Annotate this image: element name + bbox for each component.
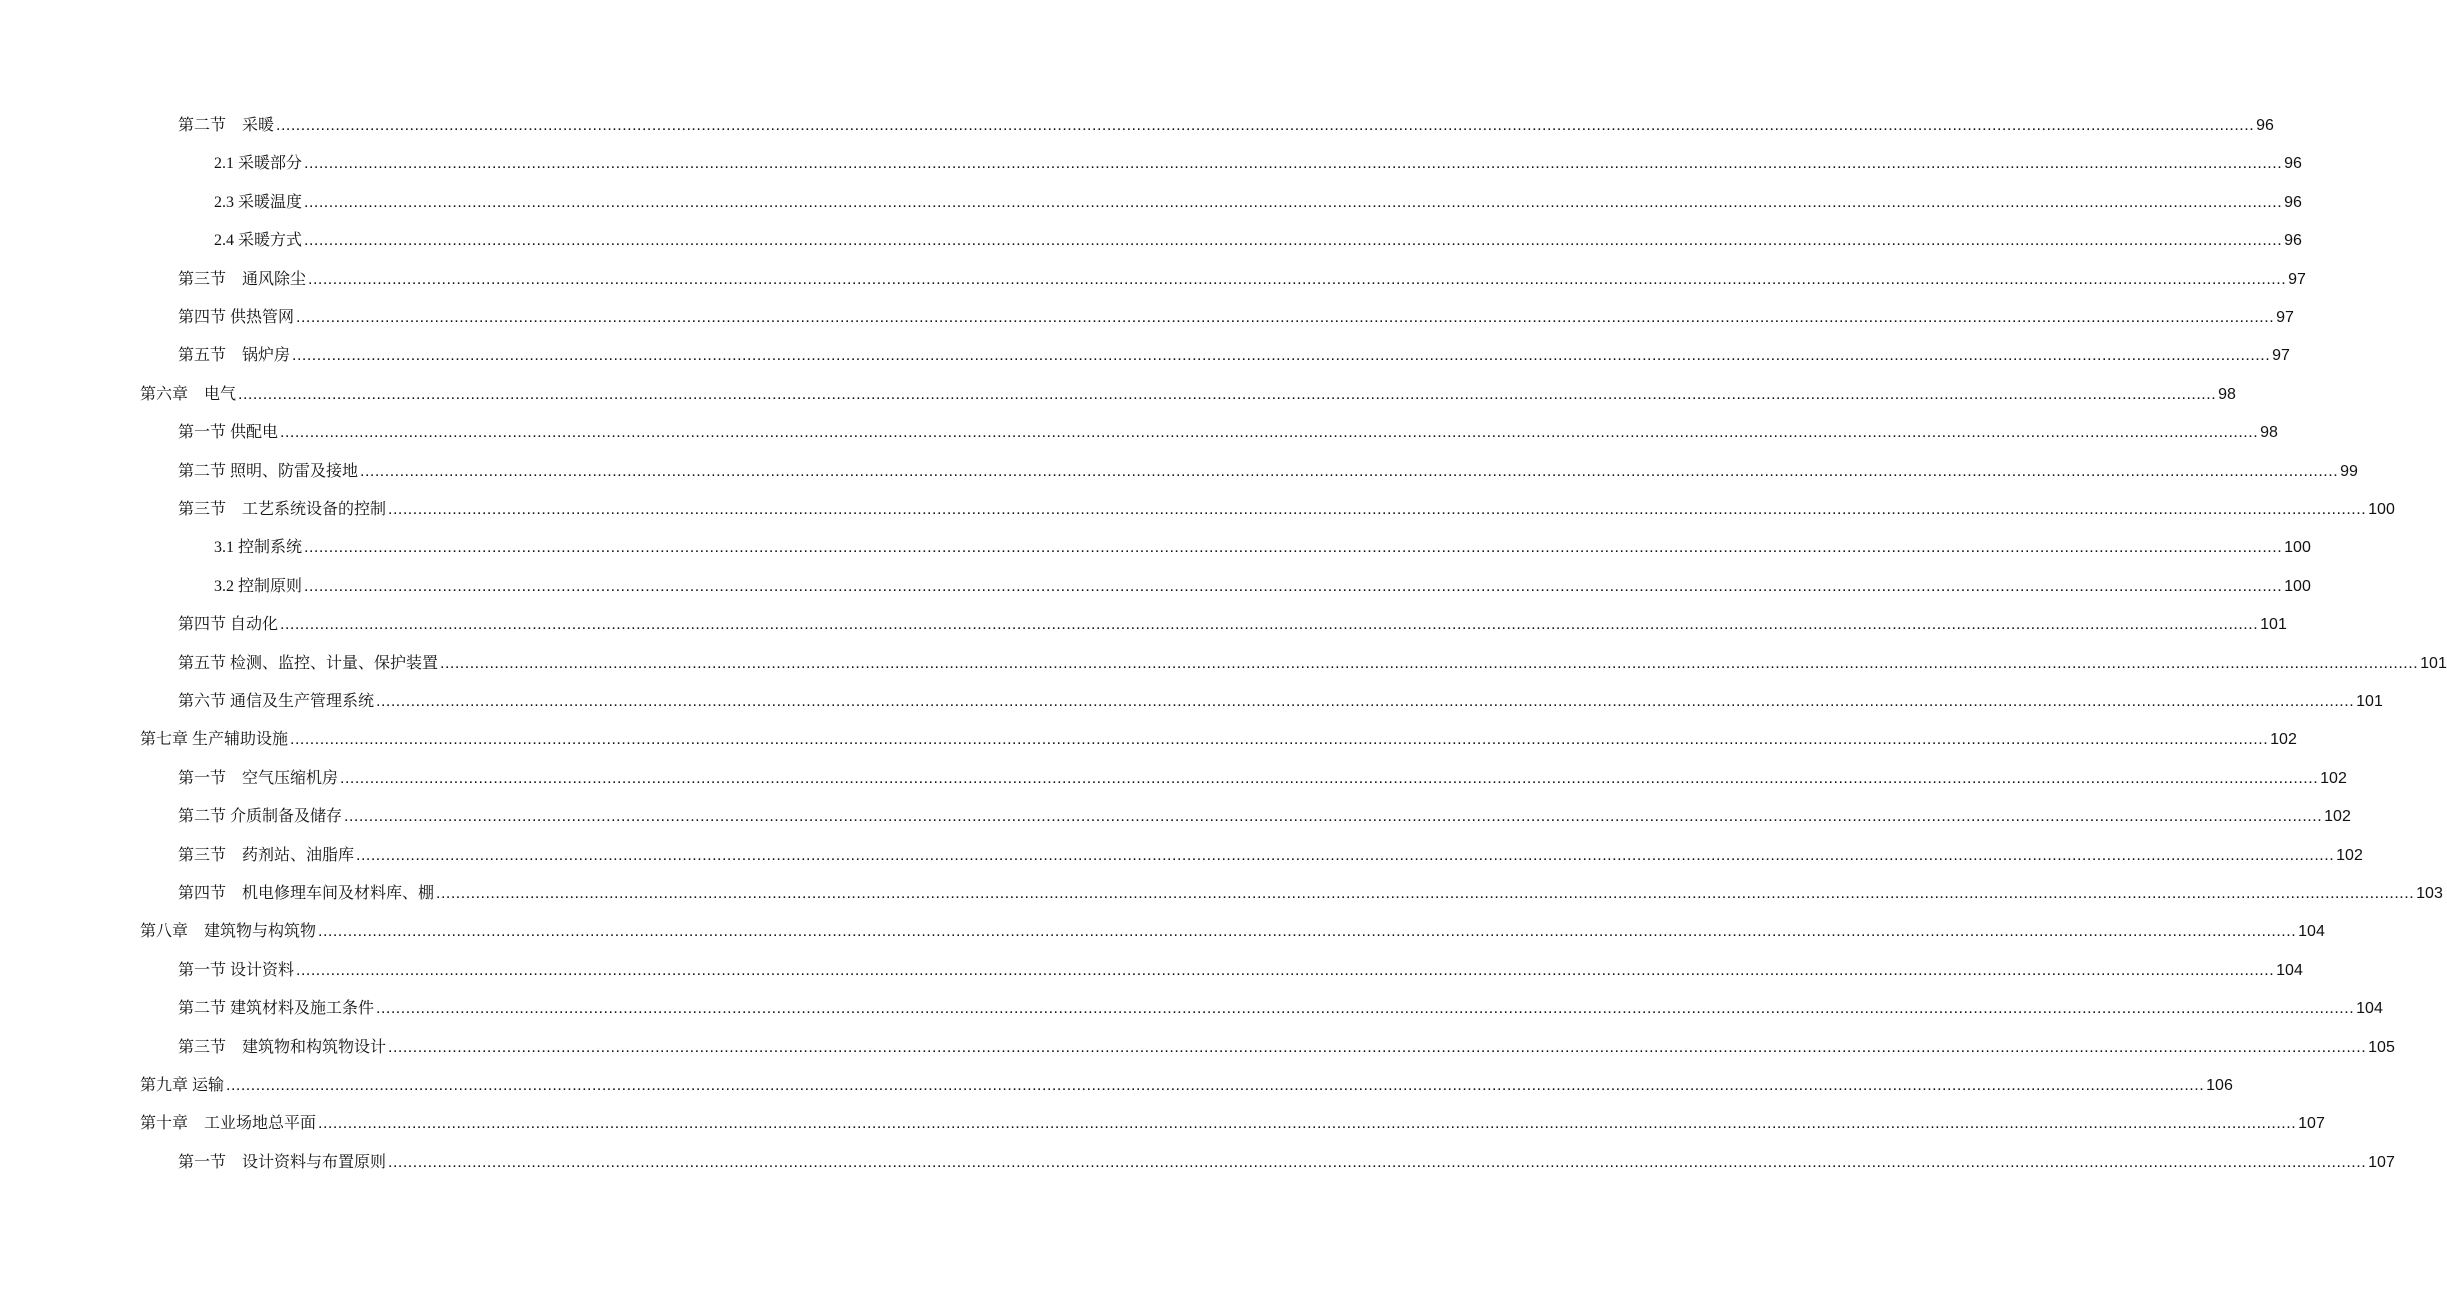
toc-entry-title: 第二节 照明、防雷及接地 [178,462,359,480]
toc-dot-leader: ................................................................................................................................................................................................................................................................................................................................................................................................................ [318,923,2297,941]
toc-dot-leader: ................................................................................................................................................................................................................................................................................................................................................................................................................ [280,424,2259,442]
toc-entry-page-number: 102 [2336,846,2363,864]
toc-entry-title: 第一节 供配电 [178,424,279,442]
toc-dot-leader: ................................................................................................................................................................................................................................................................................................................................................................................................................ [276,117,2255,134]
toc-dot-leader: ................................................................................................................................................................................................................................................................................................................................................................................................................ [308,270,2287,288]
toc-dot-leader: ................................................................................................................................................................................................................................................................................................................................................................................................................ [296,309,2275,326]
toc-entry-title: 第一节 空气压缩机房 [178,769,339,787]
toc-dot-leader: ................................................................................................................................................................................................................................................................................................................................................................................................................ [360,462,2339,480]
toc-entry-page-number: 106 [2206,1077,2233,1094]
toc-entry-page-number: 98 [2218,385,2236,403]
toc-entry[interactable] [214,538,2311,558]
toc-dot-leader: ................................................................................................................................................................................................................................................................................................................................................................................................................ [296,961,2275,979]
toc-entry-page-number: 101 [2356,693,2383,710]
toc-dot-leader: ................................................................................................................................................................................................................................................................................................................................................................................................................ [318,1115,2297,1133]
toc-entry-page-number: 100 [2284,577,2311,595]
toc-entry-title: 第六章 电气 [140,385,237,403]
toc-entry-page-number: 96 [2284,232,2302,250]
toc-entry-title: 3.2 控制原则 [214,577,303,595]
toc-entry[interactable] [178,961,2303,981]
toc-entry-page-number: 103 [2416,885,2443,902]
toc-entry-page-number: 104 [2298,923,2325,941]
toc-dot-leader: ................................................................................................................................................................................................................................................................................................................................................................................................................ [280,616,2259,634]
toc-entry-title: 第四节 机电修理车间及材料库、棚 [178,885,435,902]
toc-entry-title: 第五节 锅炉房 [178,347,291,365]
toc-entry-title: 第十章 工业场地总平面 [140,1115,317,1133]
toc-entry-page-number: 107 [2298,1115,2325,1133]
toc-entry[interactable] [214,577,2311,597]
toc-entry-title: 第二节 采暖 [178,117,275,134]
toc-dot-leader: ................................................................................................................................................................................................................................................................................................................................................................................................................ [304,193,2283,211]
toc-entry[interactable] [214,193,2302,213]
toc-entry-title: 第三节 通风除尘 [178,270,307,288]
toc-dot-leader: ................................................................................................................................................................................................................................................................................................................................................................................................................ [436,885,2415,902]
toc-entry[interactable] [140,730,2297,750]
toc-dot-leader: ................................................................................................................................................................................................................................................................................................................................................................................................................ [226,1077,2205,1094]
toc-entry-page-number: 97 [2272,347,2290,365]
toc-entry-title: 第一节 设计资料与布置原则 [178,1153,387,1171]
toc-entry-page-number: 102 [2320,769,2347,787]
toc-entry-title: 第二节 建筑材料及施工条件 [178,1000,375,1018]
toc-entry-page-number: 102 [2270,731,2297,749]
toc-entry-title: 第一节 设计资料 [178,961,295,979]
toc-entry[interactable] [140,1076,2233,1096]
toc-entry-page-number: 100 [2284,539,2311,557]
toc-dot-leader: ................................................................................................................................................................................................................................................................................................................................................................................................................ [340,769,2319,787]
toc-dot-leader: ................................................................................................................................................................................................................................................................................................................................................................................................................ [356,846,2335,864]
toc-entry[interactable] [178,1038,2395,1058]
toc-entry[interactable] [214,231,2302,251]
toc-entry-title: 第五节 检测、监控、计量、保护装置 [178,654,439,672]
toc-entry-page-number: 98 [2260,424,2278,442]
toc-entry-page-number: 102 [2324,808,2351,826]
toc-dot-leader: ................................................................................................................................................................................................................................................................................................................................................................................................................ [290,731,2269,749]
toc-entry-page-number: 101 [2260,616,2287,634]
toc-dot-leader: ................................................................................................................................................................................................................................................................................................................................................................................................................ [388,1038,2367,1056]
toc-dot-leader: ................................................................................................................................................................................................................................................................................................................................................................................................................ [304,577,2283,595]
toc-dot-leader: ................................................................................................................................................................................................................................................................................................................................................................................................................ [376,693,2355,710]
toc-entry-title: 2.3 采暖温度 [214,193,303,211]
toc-dot-leader: ................................................................................................................................................................................................................................................................................................................................................................................................................ [440,654,2419,672]
toc-entry[interactable] [214,154,2302,174]
toc-dot-leader: ................................................................................................................................................................................................................................................................................................................................................................................................................ [238,385,2217,403]
toc-entry-title: 3.1 控制系统 [214,539,303,557]
toc-entry[interactable] [140,1114,2325,1134]
toc-entry-title: 第三节 药剂站、油脂库 [178,846,355,864]
toc-dot-leader: ................................................................................................................................................................................................................................................................................................................................................................................................................ [388,501,2367,518]
toc-entry-page-number: 99 [2340,462,2358,480]
toc-entry-title: 第四节 供热管网 [178,309,295,326]
toc-entry[interactable] [178,769,2347,789]
toc-entry[interactable] [178,1153,2395,1173]
toc-entry-page-number: 96 [2256,117,2274,134]
toc-entry[interactable] [178,116,2274,136]
toc-entry-page-number: 100 [2368,501,2395,518]
toc-entry[interactable] [178,999,2383,1019]
toc-entry[interactable] [178,462,2358,482]
toc-entry-title: 第三节 工艺系统设备的控制 [178,501,387,518]
toc-entry-page-number: 96 [2284,193,2302,211]
toc-entry-title: 第八章 建筑物与构筑物 [140,923,317,941]
toc-dot-leader: ................................................................................................................................................................................................................................................................................................................................................................................................................ [304,232,2283,250]
toc-entry[interactable] [178,692,2383,712]
toc-dot-leader: ................................................................................................................................................................................................................................................................................................................................................................................................................ [292,347,2271,365]
toc-entry-page-number: 104 [2356,1000,2383,1018]
toc-entry-title: 第六节 通信及生产管理系统 [178,693,375,710]
toc-entry[interactable] [178,615,2287,635]
toc-entry-page-number: 105 [2368,1038,2395,1056]
toc-entry-title: 2.4 采暖方式 [214,232,303,250]
toc-entry-page-number: 97 [2276,309,2294,326]
toc-entry[interactable] [178,884,2443,904]
toc-entry-title: 第九章 运输 [140,1077,225,1094]
toc-dot-leader: ................................................................................................................................................................................................................................................................................................................................................................................................................ [304,539,2283,557]
toc-entry-page-number: 104 [2276,961,2303,979]
toc-entry-page-number: 97 [2288,270,2306,288]
toc-entry-page-number: 101 [2420,654,2447,672]
toc-entry[interactable] [178,423,2278,443]
toc-entry[interactable] [178,846,2363,866]
toc-entry-title: 第七章 生产辅助设施 [140,731,289,749]
toc-entry-page-number: 96 [2284,155,2302,173]
toc-dot-leader: ................................................................................................................................................................................................................................................................................................................................................................................................................ [344,808,2323,826]
toc-entry-title: 第四节 自动化 [178,616,279,634]
toc-entry-title: 2.1 采暖部分 [214,155,303,173]
toc-entry[interactable] [178,308,2294,328]
toc-entry[interactable] [178,346,2290,366]
toc-entry-title: 第二节 介质制备及储存 [178,808,343,826]
toc-entry[interactable] [140,922,2325,942]
toc-entry[interactable] [140,385,2236,405]
toc-dot-leader: ................................................................................................................................................................................................................................................................................................................................................................................................................ [376,1000,2355,1018]
toc-entry-title: 第三节 建筑物和构筑物设计 [178,1038,387,1056]
toc-dot-leader: ................................................................................................................................................................................................................................................................................................................................................................................................................ [388,1153,2367,1171]
toc-entry[interactable] [178,500,2395,520]
toc-entry[interactable] [178,270,2306,290]
toc-entry[interactable] [178,807,2351,827]
toc-entry-page-number: 107 [2368,1153,2395,1171]
toc-dot-leader: ................................................................................................................................................................................................................................................................................................................................................................................................................ [304,155,2283,173]
toc-entry[interactable] [178,654,2447,674]
